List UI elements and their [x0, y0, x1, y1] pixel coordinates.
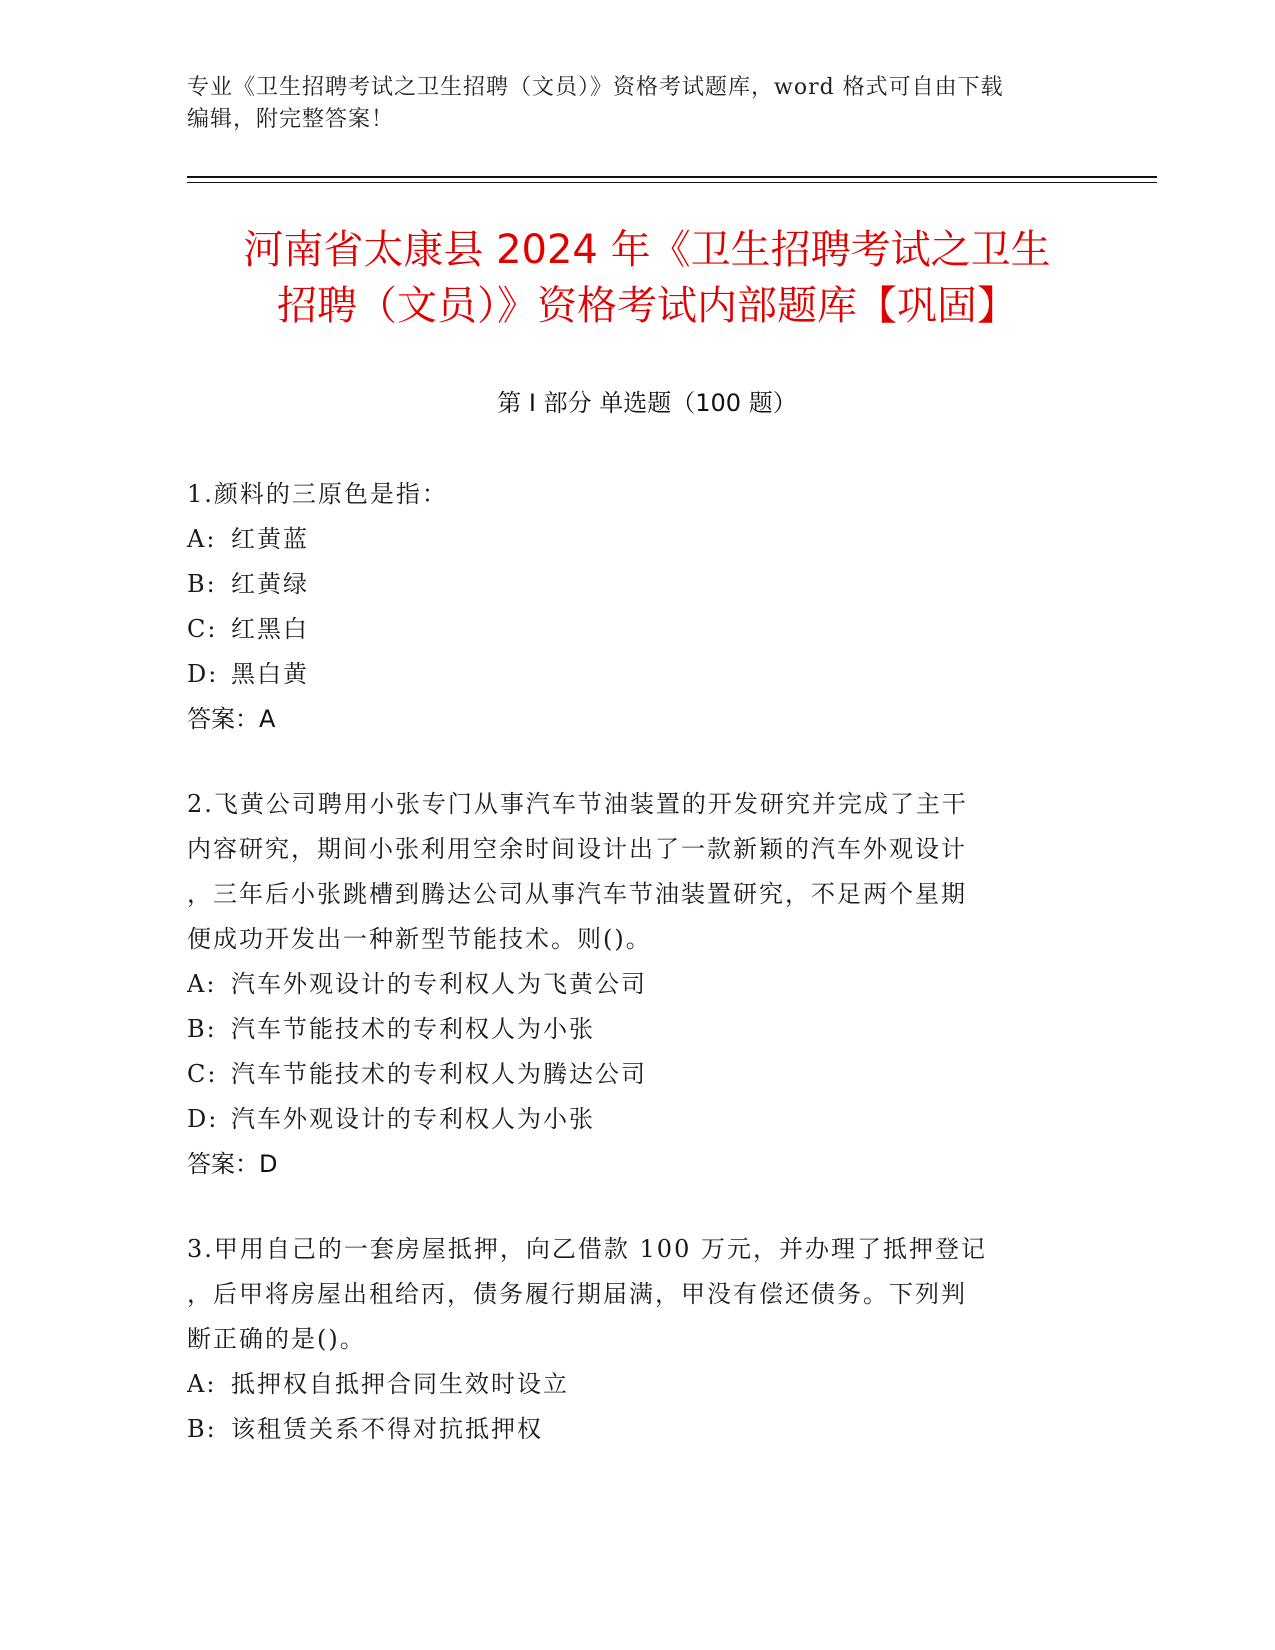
option-d: [187, 1097, 1067, 1142]
document-title-line: 河南省太康县 2024 年《卫生招聘考试之卫生: [243, 227, 1051, 273]
option-a: [187, 962, 1067, 1007]
question-stem-line: ，后甲将房屋出租给丙，债务履行期届满，甲没有偿还债务。下列判: [187, 1280, 967, 1308]
answer-line: 答案：D: [187, 1150, 278, 1178]
header-note-line: 编辑，附完整答案！: [187, 107, 395, 132]
question-stem: [187, 782, 1067, 962]
question-stem: [187, 1227, 1067, 1362]
header-note: [187, 72, 1087, 136]
option-b: [187, 1007, 1067, 1052]
option-b: [187, 562, 1067, 607]
option-c: [187, 607, 1067, 652]
section-heading: 第 I 部分 单选题（100 题）: [497, 389, 797, 417]
option-a: [187, 1362, 1067, 1407]
option-text: 抵押权自抵押合同生效时设立: [231, 1370, 569, 1398]
option-key: B:: [187, 1415, 217, 1443]
option-text: 汽车节能技术的专利权人为小张: [231, 1015, 595, 1043]
option-text: 红黑白: [231, 615, 309, 643]
option-text: 红黄蓝: [231, 525, 309, 553]
option-text: 黑白黄: [231, 660, 309, 688]
question-item: [187, 1227, 1067, 1452]
option-key: A:: [187, 970, 217, 998]
option-c: [187, 1052, 1067, 1097]
question-stem-line: 便成功开发出一种新型节能技术。则()。: [187, 925, 652, 953]
option-key: A:: [187, 1370, 217, 1398]
option-d: [187, 652, 1067, 697]
header-divider-thin: [187, 182, 1157, 183]
question-stem-line: 1.颜料的三原色是指：: [187, 480, 448, 508]
option-b: [187, 1407, 1067, 1452]
document-title: [187, 222, 1107, 334]
option-text: 汽车外观设计的专利权人为小张: [231, 1105, 595, 1133]
answer-line: 答案：A: [187, 705, 276, 733]
option-text: 红黄绿: [231, 570, 309, 598]
question-stem-line: 3.甲用自己的一套房屋抵押，向乙借款 100 万元，并办理了抵押登记: [187, 1235, 987, 1263]
header-note-line: 专业《卫生招聘考试之卫生招聘（文员）》资格考试题库，word 格式可自由下载: [187, 75, 1004, 100]
option-a: [187, 517, 1067, 562]
option-key: D:: [187, 660, 219, 688]
document-title-line: 招聘（文员）》资格考试内部题库【巩固】: [277, 283, 1017, 329]
option-text: 汽车节能技术的专利权人为腾达公司: [231, 1060, 647, 1088]
question-list: [187, 472, 1067, 1492]
question-item: [187, 472, 1067, 742]
option-key: B:: [187, 1015, 217, 1043]
option-key: A:: [187, 525, 217, 553]
question-stem-line: 内容研究，期间小张利用空余时间设计出了一款新颖的汽车外观设计: [187, 835, 967, 863]
question-stem-line: ，三年后小张跳槽到腾达公司从事汽车节油装置研究，不足两个星期: [187, 880, 967, 908]
option-text: 汽车外观设计的专利权人为飞黄公司: [231, 970, 647, 998]
header-divider-thick: [187, 176, 1157, 178]
question-stem-line: 2.飞黄公司聘用小张专门从事汽车节油装置的开发研究并完成了主干: [187, 790, 968, 818]
option-key: C:: [187, 615, 218, 643]
option-key: C:: [187, 1060, 218, 1088]
question-item: [187, 782, 1067, 1187]
option-text: 该租赁关系不得对抗抵押权: [231, 1415, 543, 1443]
question-stem-line: 断正确的是()。: [187, 1325, 366, 1353]
question-stem: [187, 472, 1067, 517]
option-key: B:: [187, 570, 217, 598]
option-key: D:: [187, 1105, 219, 1133]
